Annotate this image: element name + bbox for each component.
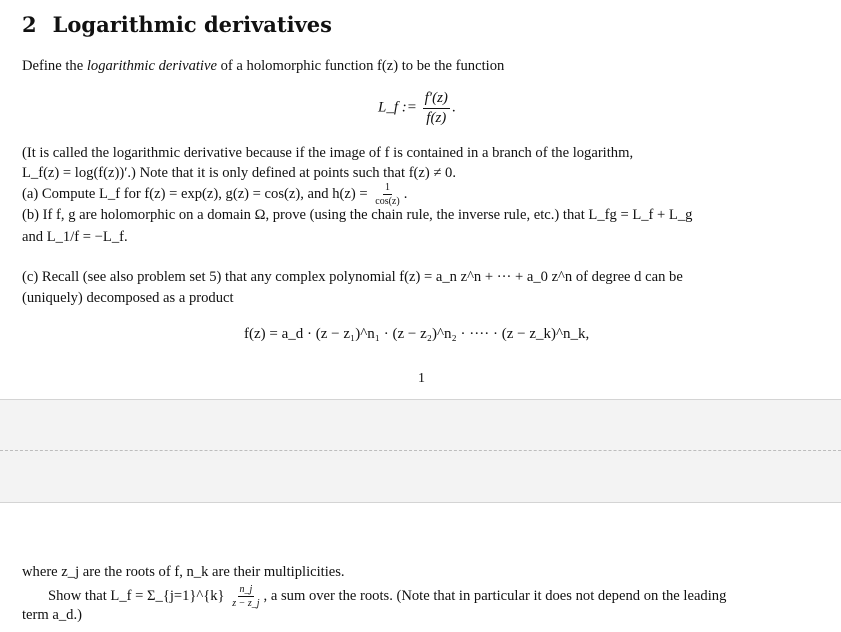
- intro-prefix: Define the: [22, 58, 87, 74]
- para1-line3-prefix: (a) Compute L_f for f(z) = exp(z), g(z) = cos(z), and h(z) =: [22, 185, 368, 202]
- definition-lhs: L_f :=: [378, 99, 417, 116]
- para3-line2: [48, 584, 726, 609]
- intro-suffix: of a holomorphic function f(z) to be the function: [216, 58, 505, 74]
- definition-numerator: f′(z): [423, 90, 450, 109]
- para3-sum: Show that L_f = Σ_{j=1}^{k}: [48, 587, 225, 604]
- para1-line3: [22, 182, 407, 207]
- definition-end: .: [451, 99, 456, 116]
- para1-line2: L_f(z) = log(f(z))′.) Note that it is only defined at points such that f(z) ≠ 0.: [22, 165, 457, 181]
- h-fraction-denominator: cos(z): [375, 196, 400, 207]
- page-break-dashed-line: [0, 450, 841, 451]
- product-formula: f(z) = a_d · (z − z₁)^n₁ · (z − z₂)^n₂ · ···· · (z − z_k)^n_k,: [244, 326, 590, 342]
- sum-fraction-denominator: z − z_j: [232, 598, 260, 609]
- para3-line1: where z_j are the roots of f, n_k are their multiplicities.: [22, 564, 345, 580]
- para1-line4: (b) If f, g are holomorphic on a domain Ω, prove (using the chain rule, the inverse rule, etc.) that L_fg = L_f + L_g: [22, 207, 693, 223]
- para1-line5: and L_1/f = −L_f.: [22, 229, 128, 245]
- para2-line2: (uniquely) decomposed as a product: [22, 290, 234, 306]
- para3-line3: term a_d.): [22, 607, 82, 623]
- sum-fraction: [230, 584, 261, 609]
- h-fraction-numerator: 1: [384, 182, 390, 193]
- para1-line1: (It is called the logarithmic derivative because if the image of f is contained in a branch of the logarithm,: [22, 145, 634, 161]
- section-heading: [22, 12, 332, 37]
- definition-denominator: f(z): [426, 109, 447, 126]
- para1-line3-end: .: [403, 185, 408, 202]
- section-title: Logarithmic derivatives: [52, 12, 332, 37]
- definition-formula: [378, 90, 456, 126]
- definition-fraction: [423, 90, 450, 126]
- page-break: [0, 399, 841, 503]
- intro-line: [22, 58, 504, 75]
- h-fraction: [373, 182, 401, 207]
- para3-line2-suffix: , a sum over the roots. (Note that in particular it does not depend on the leading: [263, 587, 727, 604]
- page-number: 1: [418, 371, 425, 386]
- para2-line1: (c) Recall (see also problem set 5) that any complex polynomial f(z) = a_n z^n + ··· + a_0 z^n of degree d can be: [22, 269, 683, 285]
- intro-term: logarithmic derivative: [86, 58, 217, 74]
- section-number: 2: [22, 12, 37, 37]
- sum-fraction-numerator: n_j: [239, 584, 253, 595]
